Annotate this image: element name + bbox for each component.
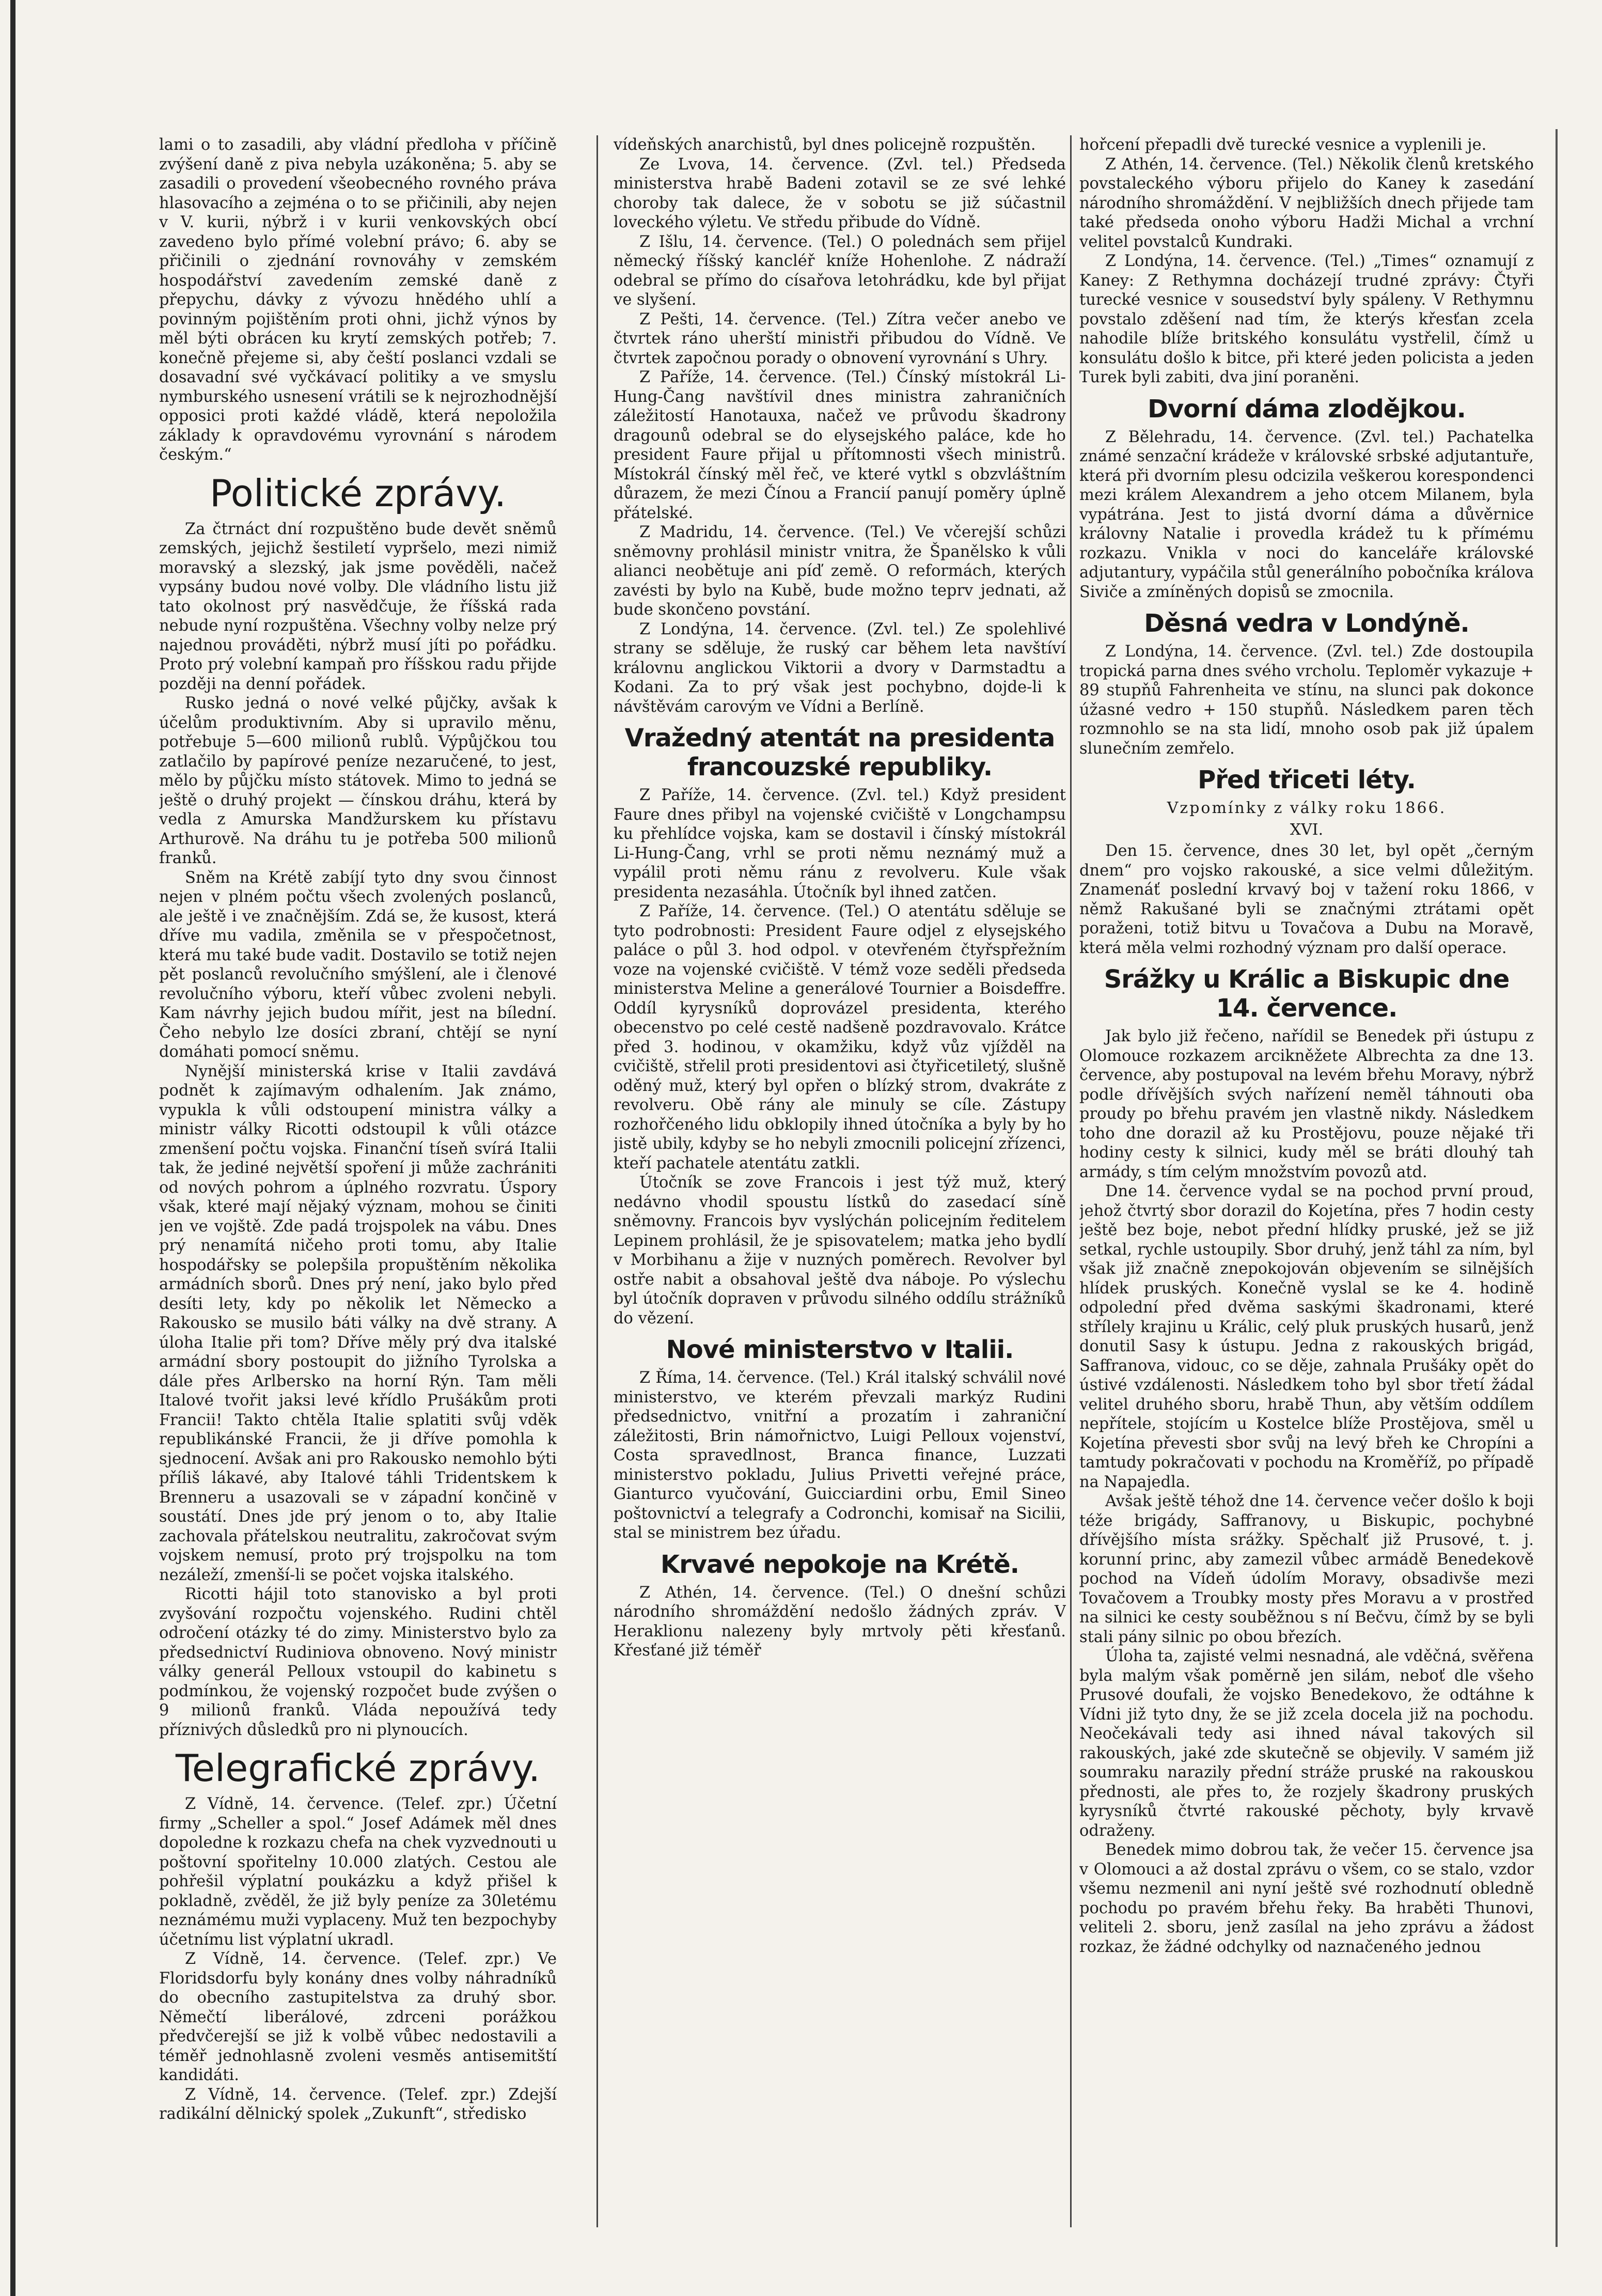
paragraph: Z Vídně, 14. července. (Telef. zpr.) Ve Floridsdorfu byly konány dnes volby náhradníků do obecního zastupitelstva za druhý sbor. Němečtí liberálové, zdrceni porážkou předvčerejší se již k volbě vůbec nedostavili a téměř jednohlasně zvoleni vesměs antisemitští kandidáti. [159,1950,557,2084]
article-continuation: lami o to zasadili, aby vládní předloha v příčině zvýšení daně z piva nebyla uzákoněna; 5. aby se zasadili o provedení všeobecného rovného práva hlasovacího a zejména o to se přičinili, aby nejen v V. kurii, nýbrž i v kurii venkovských obcí zavedeno bylo přímé volební právo; 6. aby se přičinili o zjednání rovnováhy v zemském hospodářství zavedením zemské daně z přepychu, dávky z vývozu hnědého uhlí a povinným pojištěním proti ohni, jichž výnos by měl býti obrácen ku krytí zemských potřeb; 7. konečně přejeme si, aby čeští poslanci vzdali se dosavadní své vyčkávací politiky a ve smyslu nymburského usnesení vrátili se k nejrozhodnější opposici proti každé vládě, která nepoložila základy k opravdovému vyrovnání s národem českým.“ [159,136,557,464]
paragraph: Z Athén, 14. července. (Tel.) Několik členů kretského povstaleckého výboru přijelo do Kaney k zasedání národního shromáždění. V nejbližších dnech přijede tam také předseda onoho výboru Hadži Michal a vrchní velitel povstalců Kundraki. [1079,155,1534,251]
paragraph: Z Pešti, 14. července. (Tel.) Zítra večer anebo ve čtvrtek ráno uherští ministři přibudou do Vídně. Ve čtvrtek započnou porady o obnovení vyrovnání s Uhry. [614,310,1066,367]
page-edge-rule [1556,129,1558,2247]
paragraph: hořcení přepadli dvě turecké vesnice a vyplenili je. [1079,136,1487,154]
paragraph: Ricotti hájil toto stanovisko a byl proti zvyšování rozpočtu vojenského. Rudini chtěl odročení otázky té do zimy. Ministerstvo bylo za předsednictví Rudiniova obnoveno. Nový ministr války generál Pelloux vstoupil do kabinetu s podmínkou, že vojenský rozpočet bude zvýšen o 9 milionů franků. Vláda nepoužívá tedy příznivých důsledků pro ni plynoucích. [159,1585,557,1739]
paragraph: Ze Lvova, 14. července. (Zvl. tel.) Předseda ministerstva hrabě Badeni zotavil se ze své lehké choroby tak dalece, že v sobotu se již súčastnil loveckého výletu. Ve středu přibude do Vídně. [614,155,1066,231]
paragraph: Z Říma, 14. července. (Tel.) Král italský schválil nové ministerstvo, ve kterém převzali markýz Rudini předsednictvo, vnitřní a prozatím i zahraniční záležitosti, Brin námořnictvo, Luigi Pelloux vojenství, Costa spravedlnost, Branca finance, Luzzati ministerstvo pokladu, Julius Privetti veřejné práce, Gianturco vyučování, Guicciardini orbu, Emil Sineo poštovnictví a telegrafy a Codronchi, komisař na Sicilii, stal se ministrem bez úřadu. [614,1369,1066,1542]
paragraph: Útočník se zove Francois i jest týž muž, který nedávno vhodil spoustu lístků do zasedací síně sněmovny. Francois byv vyslýchán policejním ředitelem Lepinem prohlásil, že je spisovatelem; matka jeho bydlí v Morbihanu a žije v nuzných poměrech. Revolver byl ostře nabit a obsahoval ještě dva náboje. Po výslechu byl útočník dopraven v průvodu silného oddílu strážníků do vězení. [614,1174,1066,1327]
paragraph: vídeňských anarchistů, byl dnes policejně rozpuštěn. [614,136,1036,154]
paragraph: Z Bělehradu, 14. července. (Zvl. tel.) Pachatelka známé senzační krádeže v královské srbské adjutantuře, která při dvorním plesu odcizila veškerou korespondenci mezi králem Alexandrem a jeho otcem Milanem, byla vypátrána. Jest to jistá dvorní dáma a důvěrnice královny Natalie i provedla krádež tu k přímému rozkazu. Vnikla v noci do kanceláře královské adjutantury, vypáčila stůl generálního pobočníka králova Siviče a zmíněných dopisů se zmocnila. [1079,428,1534,601]
paragraph: Z Athén, 14. července. (Tel.) O dnešní schůzi národního shromáždění nedošlo žádných zpráv. V Heraklionu nalezeny byly mrtvoly pěti křesťanů. Křesťané již téměř [614,1583,1066,1660]
headline-dama: Dvorní dáma zlodějkou. [1148,394,1466,424]
paragraph: Za čtrnáct dní rozpuštěno bude devět sněmů zemských, jejichž šestiletí vypršelo, mezi nimiž moravský a slezský, jak jsme pověděli, načež vypsány budou nové volby. Dle vládního listu již tato okolnost prý nasvědčuje, že říšská rada nebude nyní rozpuštěna. Všechny volby nelze prý najednou prováděti, nýbrž musí jíti po pořádku. Proto prý volební kampaň pro říšskou radu přijde později na denní pořádek. [159,520,557,693]
headline-vedra: Děsná vedra v Londýně. [1144,609,1469,638]
paragraph: Z Paříže, 14. července. (Zvl. tel.) Když president Faure dnes přibyl na vojenské cvičiště v Longchampsu ku přehlídce vojska, kam se dostavil i čínský místokrál Li-Hung-Čang, vrhl se proti němu neznámý muž a vypálil proti němu ránu z revolveru. Kule však presidenta nezasáhla. Útočník byl ihned zatčen. [614,786,1066,901]
column-1 [159,135,557,2227]
paragraph: Benedek mimo dobrou tak, že večer 15. července jsa v Olomouci a až dostal zprávu o všem, co se stalo, vzdor všemu nezmenil ani nyní ještě své rozhodnutí obledně pochodu po pravém břehu řeky. Ba hraběti Thunovi, veliteli 2. sboru, jenž zasílal na jeho zprávu a žádost rozkaz, že žádné odchylky od naznačeného jednou [1079,1841,1534,1956]
paragraph: Sněm na Krétě zabíjí tyto dny svou činnost nejen v plném počtu všech zvolených poslanců, ale ještě i ve značnějším. Zdá se, že kusost, která dříve mu vadila, změnila se v přespočetnost, která mu také bude vadit. Dostavilo se totiž nejen pět poslanců revolučního smýšlení, ale i členové revolučního výboru, kteří vůbec zvoleni nebyli. Kam návrhy jejich budou mířit, jest na bílední. Čeho nebylo lze dosíci zbraní, chtějí se nyní domáhati pomocí sněmu. [159,868,557,1061]
paragraph: Avšak ještě téhož dne 14. července večer došlo k boji téže brigády, Saffranovy, u Biskupic, pochybné dřívějšího místa srážky. Spěchalť již Prusové, t. j. korunní princ, aby zamezil vůbec armádě Benedekově pochod na Vídeň údolím Moravy, obsadivše mezi Tovačovem a Troubky mosty přes Moravu a v prostřed na silnici ke cesty souběžnou s ní Bečvu, čímž by se byli stali pány silnic po obou březích. [1079,1492,1534,1646]
paragraph: Rusko jedná o nové velké půjčky, avšak k účelům produktivním. Aby si upravilo měnu, potřebuje 5—600 milionů rublů. Výpůjčkou tou zatlačilo by papírové peníze nezaručené, to jest, mělo by půjčku místo státovek. Mimo to jedná se ještě o druhý projekt — čínskou dráhu, která by vedla z Amurska Mandžurskem ku přístavu Arthurově. Na dráhu tu je potřeba 500 milionů franků. [159,694,557,867]
paragraph: Z Madridu, 14. července. (Tel.) Ve včerejší schůzi sněmovny prohlásil ministr vnitra, že Španělsko k vůli alianci neobětuje ani píď země. O reformách, kterých zavésti by bylo na Kubě, bude možno teprv jednati, až bude skončeno povstání. [614,523,1066,619]
paragraph: Z Išlu, 14. července. (Tel.) O polednách sem přijel německý říšský kancléř kníže Hohenlohe. Z nádraží odebral se přímo do císařova letohrádku, kde byl přijat ve slyšení. [614,232,1066,309]
headline-trice: Před třiceti léty. [1198,766,1416,794]
column-2 [614,135,1066,2227]
column-divider [596,135,598,2227]
headline-italie: Nové ministerstvo v Italii. [666,1335,1014,1364]
paragraph: Z Paříže, 14. července. (Tel.) O atentátu sděluje se tyto podrobnosti: President Faure odjel z elysejského paláce o půl 3. hod odpol. v otevřeném čtyřspřežním voze na vojenské cvičiště. V témž voze seděli předseda ministerstva Meline a generálové Tournier a Boisdeffre. Oddíl kyrysníků doprovázel presidenta, kterého obecenstvo po celé cestě nadšeně pozdravovalo. Krátce před 3. hodinou, v okamžiku, když vůz vjížděl na cvičiště, střelil proti presidentovi asi čtyřicetiletý, slušně oděný muž, který byl opřen o blízký strom, dvakráte z revolveru. Obě rány ale minuly se cíle. Zástupy rozhořčeného lidu obklopily ihned útočníka a byly by ho jistě ubily, kdyby se ho nebyli zmocnili policejní zřízenci, kteří pachatele atentátu zatkli. [614,902,1066,1173]
column-divider [1070,135,1072,2227]
paragraph: Dne 14. července vydal se na pochod první proud, jehož čtvrtý sbor dorazil do Kojetína, přes 7 hodin cesty ještě bez boje, nebot přední hlídky pruské, jež se již setkal, rychle ustoupily. Sbor druhý, jenž táhl za ním, byl však již značně znepokojován objevením se silnějších hlídek pruských. Konečně vyslal se ke 4. hodině odpolední před dvěma saskými škadronami, které střílely krajinu u Králic, celý pluk pruských husarů, jenž donutil Sasy k ústupu. Jedna z rakouských brigád, Saffranova, vidouc, co se děje, zahnala Prušáky opět do ústivé vzdálenosti. Následkem toho byl sbor třetí žádal velitel druhého sboru, hrabě Thun, aby větším oddílem nepřítele, stojícím u Kostelce blíže Prostějova, směl u Kojetína převesti sbor svůj na levý břeh ke Chropíni a tamtudy pokračovati v pochodu na Kroměříž, po případě na Napajedla. [1079,1182,1534,1491]
paragraph: Úloha ta, zajisté velmi nesnadná, ale vděčná, svěřena byla malým však poměrně jen silám, neboť dle všeho Prusové doufali, že vojsko Benedekovo, že odtáhne k Vídni již tyto dny, že se již zcela docela již na pochodu. Neočekávali tedy asi ihned nával takových sil rakouských, jaké zde skutečně se objevily. V samém již soumraku narazily přední stráže pruské na rakouskou přednosti, ale přes to, že rozjely škadrony pruských kyrysníků čtvrté rakouské pěchoty, byly krvavě odraženy. [1079,1647,1534,1840]
binding-edge [10,0,15,2296]
paragraph: Z Vídně, 14. července. (Telef. zpr.) Zdejší radikální dělnický spolek „Zukunft“, středisko [159,2085,557,2123]
part-number: XVI. [1290,820,1324,839]
paragraph: Den 15. července, dnes 30 let, byl opět „černým dnem“ pro vojsko rakouské, a sice velmi důležitým. Znamenáť poslední krvavý boj v tažení roku 1866, v němž Rakušané byli se značnými ztrátami opět poraženi, totiž bitvu u Tovačova a Dubu na Moravě, která měla velmi rozhodný význam pro další operace. [1079,842,1534,957]
headline-subtitle: Vzpomínky z války roku 1866. [1167,799,1447,817]
headline-srazky: Srážky u Králic a Biskupic dne 14. července. [1104,965,1510,1023]
paragraph: Z Londýna, 14. července. (Zvl. tel.) Ze spolehlivé strany se sděluje, že ruský car během leta navštíví královnu anglickou Viktorii a dvory v Darmstadtu a Kodani. Za to prý však jest pochybno, dojde-li k návštěvám carovým ve Vídni a Berlíně. [614,620,1066,716]
headline-kreta: Krvavé nepokoje na Krétě. [661,1550,1019,1579]
paragraph: Nynější ministerská krise v Italii zavdává podnět k zajímavým odhalením. Jak známo, vypukla k vůli odstoupení ministra války a ministr války Ricotti odstoupil k vůli otázce zmenšení počtu vojska. Finanční tíseň svírá Italii tak, že jediné největší spoření ji může zachrániti od nových pohrom a úplného rozvratu. Úspory však, které mají nějaký význam, mohou se činiti jen ve vojště. Zde padá trojspolek na vábu. Dnes prý nenamítá ničeho proti tomu, aby Italie hospodářsky se polepšila propuštěním několika armádních sborů. Dnes prý není, jako bylo před desíti lety, kdy po několik let Německo a Rakousko se musilo báti války na dvě strany. A úloha Italie při tom? Dříve měly prý dva italské armádní sbory postoupit do jižního Tyrolska a dále přes Arlbersko na horní Rýn. Tam měli Italové tvořit jaksi levé křídlo Prušákům proti Francii! Takto chtěla Italie splatiti svůj vděk republikánské Francii, že ji dříve pomohla k sjednocení. Avšak ani pro Rakousko nemohlo býti příliš lákavé, aby Italové táhli Tridentskem k Brenneru a usazovali se v západní končině v soustátí. Dnes jde prý jenom o to, aby Italie zachovala přátelskou neutralitu, zakročovat svým vojskem nemusí, proto prý trojspolku na tom nezáleží, zmenší-li se počet vojska italského. [159,1062,557,1584]
headline-atentat: Vražedný atentát na presidenta francouzské republiky. [624,724,1055,782]
paragraph: Z Paříže, 14. července. (Tel.) Čínský místokrál Li-Hung-Čang navštívil dnes ministra zahraničních záležitostí Hanotauxa, načež ve průvodu škadrony dragounů odebral se do elysejského paláce, kde ho president Faure přijal u přítomnosti všech ministrů. Místokrál čínský měl řeč, ve které vytkl s obzvláštním důrazem, že mezi Čínou a Francií panují poměry úplně přátelské. [614,368,1066,522]
paragraph: Jak bylo již řečeno, nařídil se Benedek při ústupu z Olomouce rozkazem arcikněžete Albrechta za dne 13. července, aby postupoval na levém břehu Moravy, nýbrž podle dřívějších svých nařízení neměl táhnouti oba proudy po břehu pravém jen vlastně nikdy. Následkem toho dne dorazil až ku Prostějovu, pouze nějaké tři hodiny cesty k silnici, kudy měl se bráti dlouhý tah armády, s tím celým množstvím povozů atd. [1079,1027,1534,1181]
section-heading-politics: Politické zprávy. [209,471,507,515]
paragraph: Z Londýna, 14. července. (Zvl. tel.) Zde dostoupila tropická parna dnes svého vrcholu. Teploměr vykazuje + 89 stupňů Fahrenheita ve stínu, na slunci pak dokonce úžasné vedro + 150 stupňů. Následkem paren těch rozmnohlo se na sta lidí, mnoho osob pak již úpalem slunečním zemřelo. [1079,643,1534,758]
paragraph: Z Londýna, 14. července. (Tel.) „Times“ oznamují z Kaney: Z Rethymna docházejí trudné zprávy: Čtyři turecké vesnice v sousedství byly spáleny. V Rethymnu povstalo zděšení nad tím, že kterýs křesťan zcela nahodile blíže britského konsulátu vystřelil, čímž u konsulátu došlo k bitce, při které jeden policista a jeden Turek byli zabiti, dva jiní poraněni. [1079,252,1534,386]
paragraph: Z Vídně, 14. července. (Telef. zpr.) Účetní firmy „Scheller a spol.“ Josef Adámek měl dnes dopoledne k rozkazu chefa na chek vyzvednouti u poštovní spořitelny 10.000 zlatých. Cestou ale pohřešil výplatní poukázku a když přišel k pokladně, zvěděl, že již byly peníze za 30letému neznámému muži vyplaceny. Muž ten bezpochyby účetnímu list výplatní ukradl. [159,1795,557,1949]
section-heading-telegraph: Telegrafické zprávy. [175,1746,541,1790]
column-3 [1079,135,1534,2227]
